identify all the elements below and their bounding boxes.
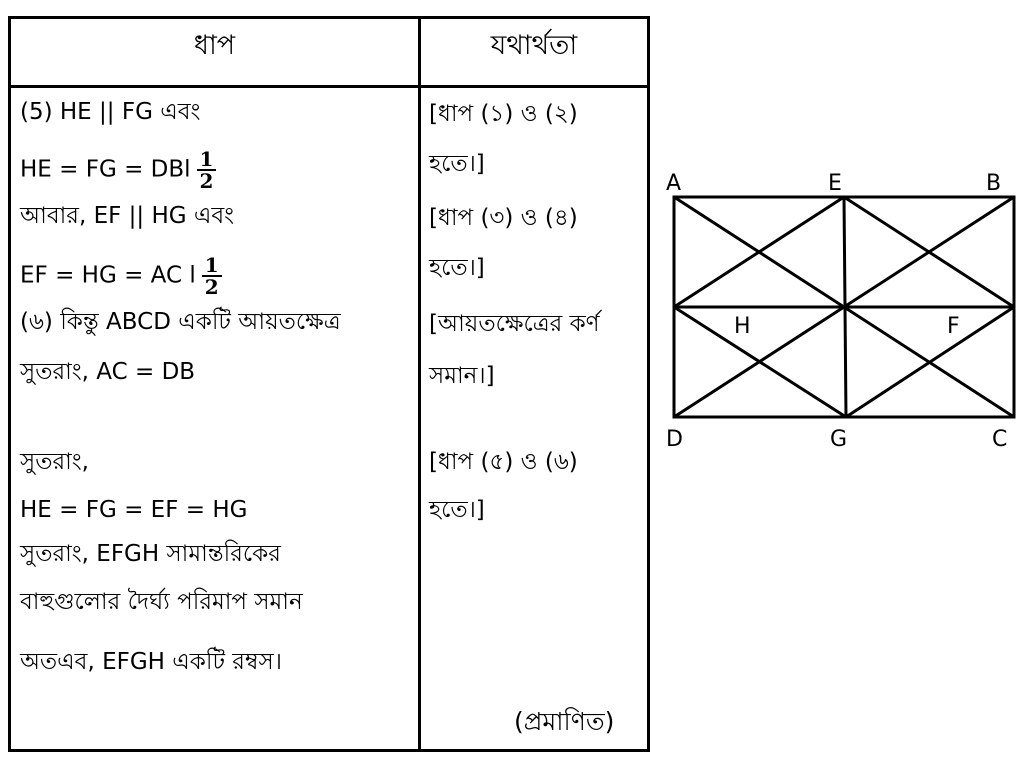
rectangle-diagram: [660, 166, 1024, 456]
step-line-1: (5) HE || FG এবং: [20, 99, 201, 125]
vertex-label-e: E: [828, 171, 842, 196]
vertex-label-g: G: [830, 427, 848, 452]
justification-line-1: [ধাপ (১) ও (২): [429, 101, 578, 127]
header-steps: ধাপ: [193, 30, 236, 61]
column-divider: [418, 19, 421, 749]
vertex-label-a: A: [666, 171, 682, 196]
justification-line-7: [ধাপ (৫) ও (৬): [429, 449, 578, 475]
step-line-7: সুতরাং,: [20, 449, 89, 475]
fraction-half-1: [197, 149, 217, 191]
fraction-half-2: [202, 255, 222, 297]
vertex-label-h: H: [734, 314, 751, 339]
step-line-6: সুতরাং, AC = DB: [20, 359, 196, 385]
fraction-numerator: 1: [204, 253, 219, 277]
fraction-numerator: 1: [199, 147, 214, 171]
fraction-denominator: 2: [199, 169, 214, 193]
justification-line-3: [ধাপ (৩) ও (৪): [429, 205, 578, 231]
vertex-label-c: C: [992, 427, 1008, 452]
justification-line-2: হতে।]: [429, 151, 485, 177]
justification-line-8: হতে।]: [429, 497, 485, 523]
step-line-5: (৬) কিন্তু ABCD একটি আয়তক্ষেত্র: [20, 309, 341, 335]
step-line-10: বাহুগুলোর দৈর্ঘ্য পরিমাপ সমান: [20, 589, 303, 615]
justification-line-4: হতে।]: [429, 255, 485, 281]
vertex-label-b: B: [986, 171, 1002, 196]
step-line-9: সুতরাং, EFGH সামান্তরিকের: [20, 541, 281, 567]
step-line-2-text: HE = FG = DBl: [20, 156, 191, 183]
justification-line-6: সমান।]: [429, 363, 495, 389]
vertex-label-f: F: [947, 314, 960, 339]
vertex-label-d: D: [666, 427, 683, 452]
fraction-denominator: 2: [204, 275, 219, 299]
step-line-11: অতএব, EFGH একটি রম্বস।: [20, 649, 282, 675]
step-line-4-text: EF = HG = AC l: [20, 262, 196, 289]
header-divider: [11, 85, 647, 88]
step-line-3: আবার, EF || HG এবং: [20, 203, 235, 229]
step-line-8: HE = FG = EF = HG: [20, 497, 248, 523]
justification-line-5: [আয়তক্ষেত্রের কর্ণ: [429, 311, 600, 337]
step-line-4: [20, 255, 222, 297]
step-line-2: [20, 149, 216, 191]
proved-label: (প্রমাণিত): [514, 707, 615, 736]
proof-table: [8, 16, 650, 752]
header-justification: যথার্থতা: [490, 30, 578, 61]
